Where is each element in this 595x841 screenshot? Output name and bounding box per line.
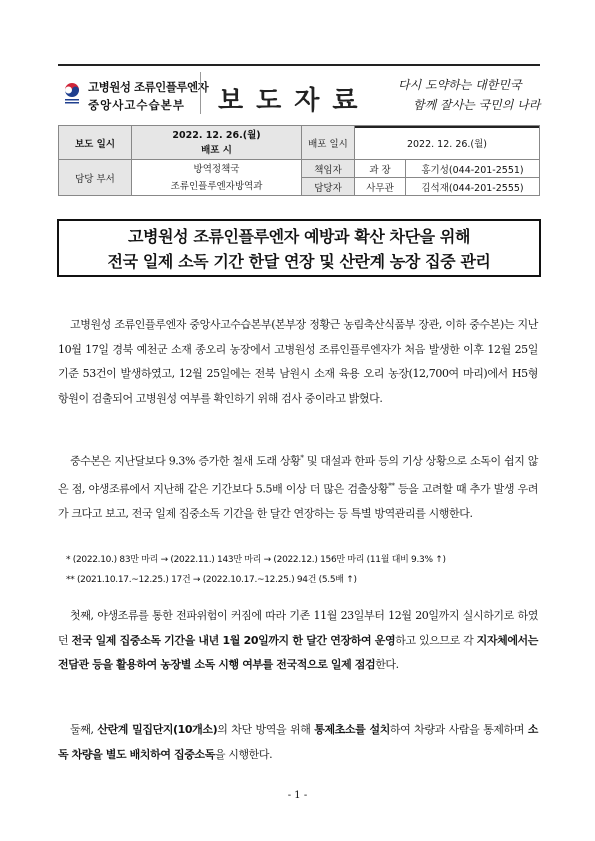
contact-role: 담당자 — [302, 178, 355, 196]
paragraph-4 — [58, 718, 538, 767]
paragraph-3-part-a: 첫째, 야생조류를 통한 전파위험이 커짐에 따라 기존 11월 23일부터 12월 20일까지 실시하기로 하였던 — [58, 609, 538, 647]
org-name-line2: 중앙사고수습본부 — [88, 98, 185, 112]
paragraph-4-part-c: 의 차단 방역을 위해 — [217, 723, 315, 736]
paragraph-3-part-c: 하고 있으므로 각 — [395, 633, 477, 647]
distribution-date-label: 배포 일시 — [302, 126, 355, 160]
footnote-marker-1: * — [300, 454, 304, 462]
contact-position: 과 장 — [355, 160, 406, 178]
footnote-marker-2: ** — [388, 482, 395, 491]
paragraph-2-part-b: 및 대설과 한파 등의 기상 상황으로 소독이 쉽지 않은 점, 야생조류에서 지난해 같은 기간보다 5.5배 이상 더 많은 검출상황 — [58, 454, 539, 496]
contact-role: 책임자 — [302, 160, 355, 178]
report-date-label: 보도 일시 — [59, 126, 132, 160]
slogan-line2: 함께 잘사는 국민의 나라 — [413, 98, 541, 112]
footnote-1: * (2022.10.) 83만 마리 → (2022.11.) 143만 마리 → (2022.12.) 156만 마리 (11월 대비 9.3% ↑) — [66, 555, 446, 565]
department-label: 담당 부서 — [59, 160, 132, 196]
paragraph-3-bold-1: 전국 일제 집중소독 기간을 내년 1월 20일까지 한 달간 연장하여 운영 — [71, 633, 396, 647]
department-line2: 조류인플루엔자방역과 — [170, 180, 263, 192]
distribution-date-value: 2022. 12. 26.(월) — [355, 126, 540, 160]
paragraph-4-part-g: 을 시행한다. — [214, 747, 273, 761]
header-divider — [200, 72, 201, 114]
paragraph-4-bold-2: 통제초소를 설치 — [314, 723, 390, 736]
paragraph-2 — [58, 446, 538, 527]
release-info-table — [58, 125, 540, 196]
footnote-2: ** (2021.10.17.~12.25.) 17건 → (2022.10.17.~12.25.) 94건 (5.5배 ↑) — [66, 575, 357, 585]
headline-line2: 전국 일제 소독 기간 한달 연장 및 산란계 농장 집중 관리 — [107, 252, 491, 271]
paragraph-4-bold-1: 산란계 밀집단지(10개소) — [97, 723, 218, 736]
paragraph-4-part-e: 하여 차량과 사람을 통제하며 — [389, 723, 528, 736]
report-date-value-line2: 배포 시 — [201, 144, 232, 156]
paragraph-1: 고병원성 조류인플루엔자 중앙사고수습본부(본부장 정황근 농림축산식품부 장관, 이하 중수본)는 지난 10월 17일 경북 예천군 소재 종오리 농장에서 고병원성 조류인플루엔자가 처음 발생한 이후 12월 25일 기준 53건이 발생하였고, 12월 25일에는 전북 남원시 소재 육용 오리 농장(12,700여 마리)에서 H5형 항원이 검출되어 고병원성 여부를 확인하기 위해 검사 중이라고 밝혔다. — [58, 318, 538, 405]
paragraph-3 — [58, 604, 538, 678]
page-number: - 1 - — [287, 790, 308, 801]
paragraph-4-bold-3: 소독 차량을 별도 배치하여 집중소독 — [58, 723, 538, 761]
department-value — [132, 160, 302, 196]
press-release-title: 보도자료 — [218, 86, 371, 116]
report-date-value — [132, 126, 302, 160]
paragraph-2-part-a: 중수본은 지난달보다 9.3% 증가한 철새 도래 상황 — [70, 454, 301, 468]
org-name-line1: 고병원성 조류인플루엔자 — [88, 80, 209, 94]
report-date-value-line1: 2022. 12. 26.(월) — [172, 129, 261, 141]
headline-box — [57, 219, 541, 277]
contact-name-phone: 김석재(044-201-2555) — [406, 178, 540, 196]
contact-name-phone: 홍기성(044-201-2551) — [406, 160, 540, 178]
paragraph-3-part-e: 한다. — [375, 658, 399, 671]
government-emblem-icon — [62, 80, 82, 106]
paragraph-4-part-a: 둘째, — [70, 723, 98, 736]
paragraph-2-part-c: 등을 고려할 때 추가 발생 우려가 크다고 보고, 전국 일제 집중소독 기간을 한 달간 연장하는 등 특별 방역관리를 시행한다. — [58, 482, 538, 521]
slogan-line1: 다시 도약하는 대한민국 — [398, 78, 522, 92]
department-line1: 방역정책국 — [193, 163, 240, 175]
headline-line1: 고병원성 조류인플루엔자 예방과 확산 차단을 위해 — [127, 227, 471, 246]
paragraph-3-bold-2: 지자체에서는 전담관 등을 활용하여 농장별 소독 시행 여부를 전국적으로 일제 점검 — [58, 633, 539, 671]
contact-position: 사무관 — [355, 178, 406, 196]
